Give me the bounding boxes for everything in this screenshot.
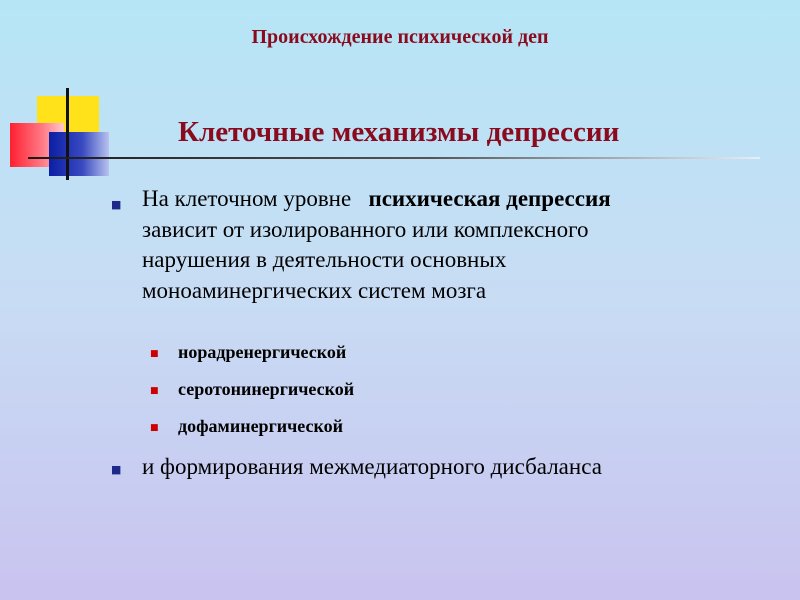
bullet-1-bold-text: психическая депрессия <box>368 186 611 211</box>
slide-top-title: Происхождение психической деп <box>251 26 549 48</box>
title-underline <box>28 157 760 159</box>
sub-bullet-icon: ■ <box>150 386 159 396</box>
sub-bullet-icon: ■ <box>150 423 159 433</box>
sub-item-noradrenergic: норадренергической <box>178 342 347 362</box>
sub-item-dopaminergic: дофаминергической <box>178 416 343 436</box>
square-bullet-icon: ■ <box>111 463 122 476</box>
blue-square-shape <box>49 132 109 176</box>
bullet-1-line-1 <box>142 184 792 215</box>
sub-bullet-icon: ■ <box>150 349 159 359</box>
vertical-line-shape <box>66 88 69 180</box>
slide-main-title: Клеточные механизмы депрессии <box>178 116 620 148</box>
bullet-1-normal-text: На клеточном уровне <box>142 186 369 211</box>
bullet-1-line-3: нарушения в деятельности основных <box>142 247 507 272</box>
bullet-text-2: и формирования межмедиаторного дисбаланса <box>142 454 602 479</box>
square-bullet-icon: ■ <box>111 198 122 211</box>
bullet-1-line-4: моноаминергических систем мозга <box>142 277 487 303</box>
bullet-text-1 <box>142 184 792 306</box>
bullet-1-line-2: зависит от изолированного или комплексного <box>142 216 589 242</box>
sub-item-serotonergic: серотонинергической <box>178 379 355 399</box>
